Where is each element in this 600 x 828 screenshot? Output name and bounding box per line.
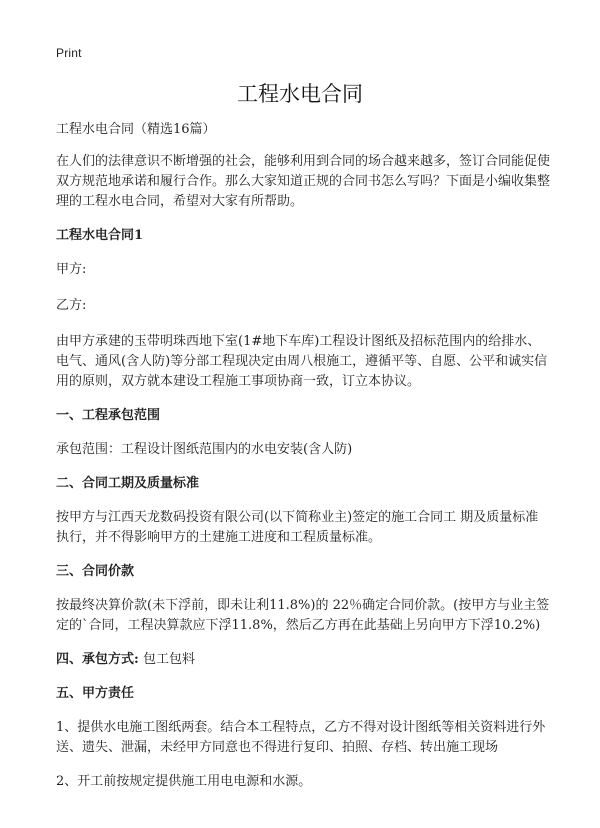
section-heading: 五、甲方责任	[56, 686, 135, 701]
intro-paragraph: 在人们的法律意识不断增强的社会，能够利用到合同的场合越来越多，签订合同能促使双方规范地承诺和履行合作。那么大家知道正规的合同书怎么写吗？下面是小编收集整理的工程水电合同，希望对大家有所帮助。	[56, 154, 551, 209]
section-heading: 三、合同价款	[56, 564, 135, 579]
contract-method-label: 四、承包方式:	[56, 652, 139, 667]
party-a-line: 甲方:	[56, 262, 87, 277]
section-body: 按甲方与江西天龙数码投资有限公司(以下简称业主)签定的施工合同工 期及质量标准执行，并不得影响甲方的土建施工进度和工程质量标准。	[56, 510, 539, 545]
party-b-line: 乙方:	[56, 298, 87, 313]
section-heading: 一、工程承包范围	[56, 408, 161, 423]
section-body: 按最终决算价款(未下浮前，即未让利11.8%)的 22％确定合同价款。(按甲方与业主签定的`合同，工程决算款应下浮11.8%，然后乙方再在此基础上另向甲方下浮10.2%)	[56, 598, 550, 633]
contract-method-value: 包工包料	[138, 652, 195, 667]
preamble-paragraph: 由甲方承建的玉带明珠西地下室(1#地下车库)工程设计图纸及招标范围内的给排水、电气、通风(含人防)等分部工程现决定由周八根施工，遵循平等、自愿、公平和诚实信用的原则，双方就本建设工程施工事项协商一致，订立本协议。	[56, 334, 548, 389]
document-subtitle: 工程水电合同（精选16篇）	[56, 122, 216, 137]
list-item: 2、开工前按规定提供施工用电电源和水源。	[56, 774, 312, 789]
contract-heading: 工程水电合同1	[56, 228, 144, 243]
list-item: 1、提供水电施工图纸两套。结合本工程特点，乙方不得对设计图纸等相关资料进行外送、遗失、泄漏，未经甲方同意也不得进行复印、拍照、存档、转出施工现场	[56, 720, 546, 755]
contract-method-line	[56, 650, 550, 670]
document-title: 工程水电合同	[237, 82, 363, 106]
document-body	[56, 120, 550, 806]
print-link[interactable]: Print	[56, 46, 82, 60]
section-body: 承包范围：工程设计图纸范围内的水电安装(含人防)	[56, 442, 353, 457]
section-heading: 二、合同工期及质量标准	[56, 476, 200, 491]
